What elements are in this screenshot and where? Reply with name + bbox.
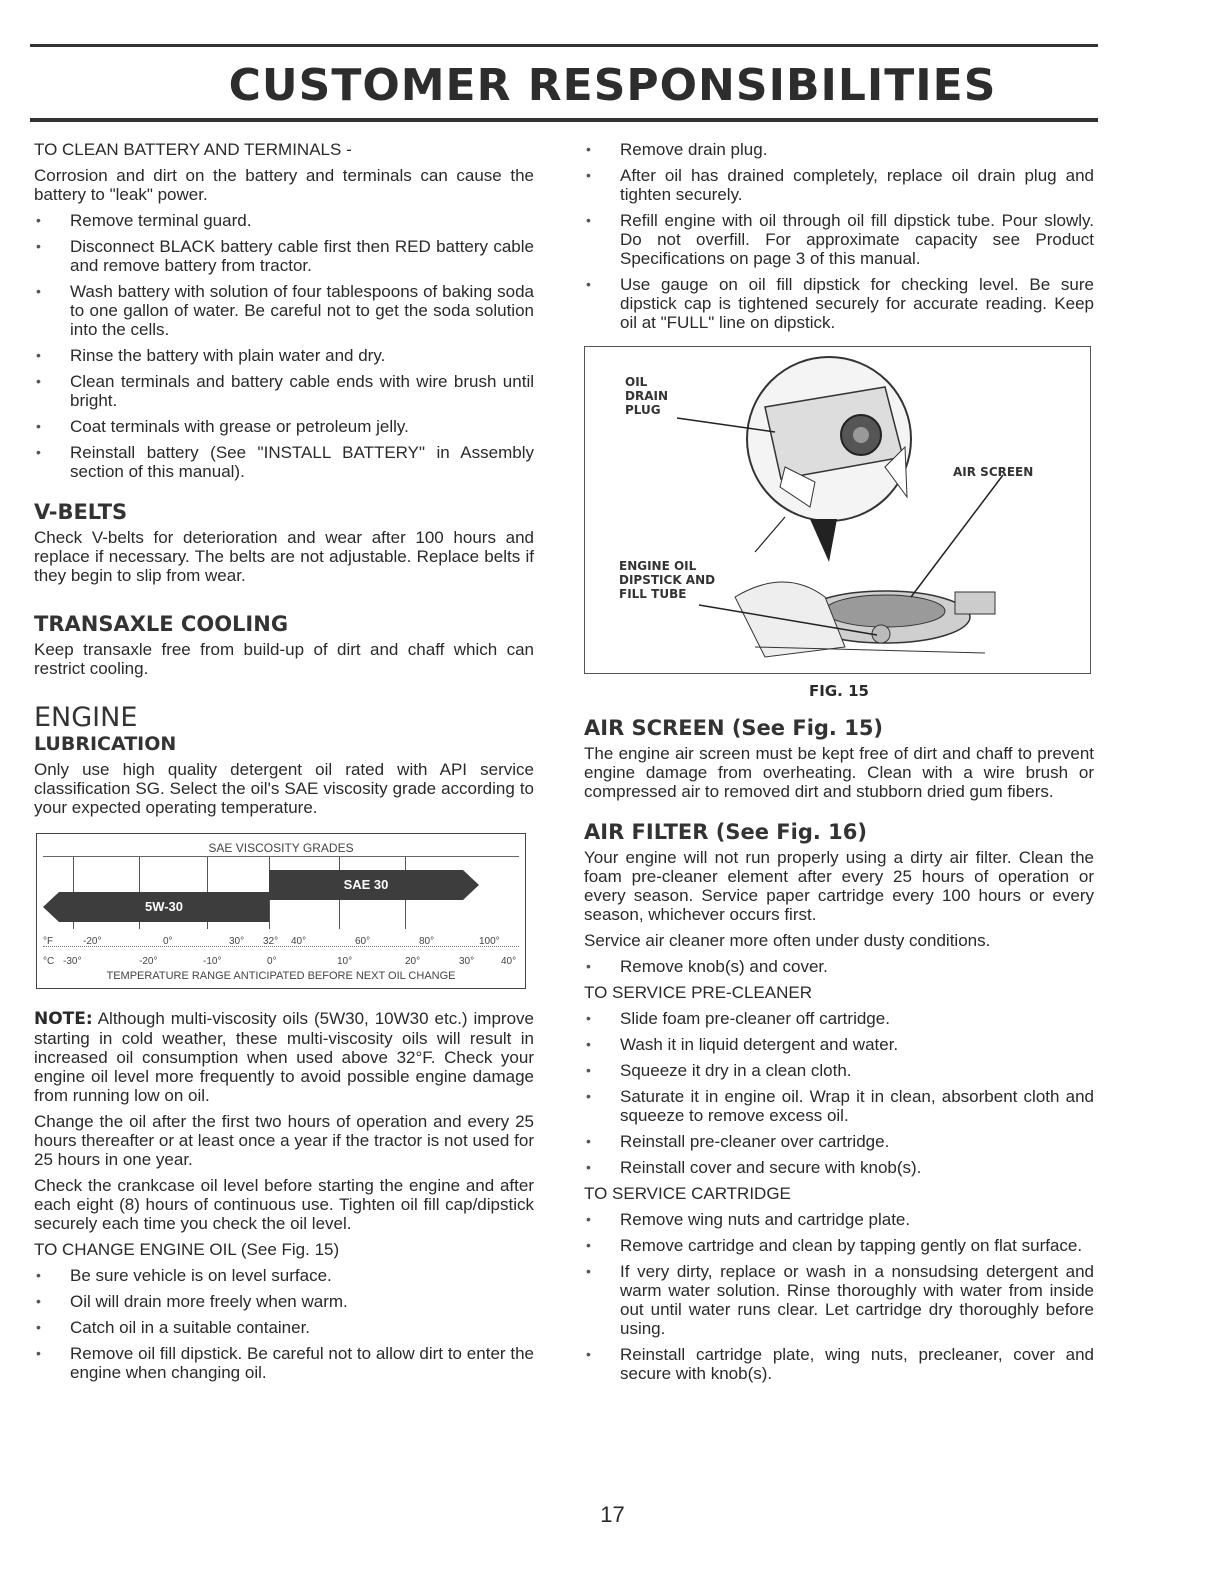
- precleaner-heading: TO SERVICE PRE-CLEANER: [584, 983, 812, 1002]
- list-item: • Oil will drain more freely when warm.: [34, 1292, 534, 1311]
- c-tick-label: 10°: [337, 956, 353, 967]
- f-tick-label: 0°: [163, 936, 173, 947]
- list-item: • Coat terminals with grease or petroleum jelly.: [34, 417, 534, 436]
- air-filter-heading: AIR FILTER (See Fig. 16): [584, 820, 867, 844]
- left-column: [34, 140, 534, 1389]
- list-item: • Clean terminals and battery cable ends with wire brush until bright.: [34, 372, 534, 410]
- grade-sae30-arrow: SAE 30: [269, 870, 463, 900]
- battery-heading: TO CLEAN BATTERY AND TERMINALS -: [34, 140, 352, 159]
- lubrication-text: Only use high quality detergent oil rated with API service classification SG. Select the oil's SAE viscosity grade according to your expected operating temperature.: [34, 760, 534, 817]
- list-item: • Reinstall cover and secure with knob(s).: [584, 1158, 1094, 1177]
- cartridge-heading: TO SERVICE CARTRIDGE: [584, 1184, 791, 1203]
- c-tick-label: 30°: [459, 956, 475, 967]
- air-screen-label: AIR SCREEN: [953, 465, 1034, 479]
- fahrenheit-scale: [43, 932, 519, 947]
- c-tick-label: 0°: [267, 956, 277, 967]
- viscosity-chart-footer: TEMPERATURE RANGE ANTICIPATED BEFORE NEXT OIL CHANGE: [106, 970, 456, 982]
- list-item: • Reinstall battery (See "INSTALL BATTERY" in Assembly section of this manual).: [34, 443, 534, 481]
- engine-heading: ENGINE: [34, 702, 138, 733]
- list-item: • Disconnect BLACK battery cable first then RED battery cable and remove battery from tractor.: [34, 237, 534, 275]
- f-tick-label: 30°: [229, 936, 245, 947]
- list-item: • Remove wing nuts and cartridge plate.: [584, 1210, 1094, 1229]
- list-item: • Slide foam pre-cleaner off cartridge.: [584, 1009, 1094, 1028]
- list-item: • Reinstall cartridge plate, wing nuts, precleaner, cover and secure with knob(s).: [584, 1345, 1094, 1383]
- air-filter-text: Your engine will not run properly using a dirty air filter. Clean the foam pre-cleaner element after every 25 hours of operation or every season. Service paper cartridge every 100 hours or every season, whichever occurs first.: [584, 848, 1094, 924]
- battery-steps: [34, 211, 534, 481]
- vbelts-text: Check V-belts for deterioration and wear after 100 hours and replace if necessary. The belts are not adjustable. Replace belts if they begin to slip from wear.: [34, 528, 534, 585]
- right-column: [584, 140, 1094, 1390]
- list-item: • Remove drain plug.: [584, 140, 1094, 159]
- list-item: • Use gauge on oil fill dipstick for checking level. Be sure dipstick cap is tightened securely for accurate reading. Keep oil at "FULL" line on dipstick.: [584, 275, 1094, 332]
- f-tick-label: 100°: [479, 936, 500, 947]
- f-tick-label: 40°: [291, 936, 307, 947]
- list-item: • Be sure vehicle is on level surface.: [34, 1266, 534, 1285]
- list-item: • After oil has drained completely, replace oil drain plug and tighten securely.: [584, 166, 1094, 204]
- list-item: • Refill engine with oil through oil fill dipstick tube. Pour slowly. Do not overfill. For approximate capacity see Product Specifications on page 3 of this manual.: [584, 211, 1094, 268]
- c-tick-label: 20°: [405, 956, 421, 967]
- celsius-unit: °C: [43, 956, 55, 967]
- list-item: • Squeeze it dry in a clean cloth.: [584, 1061, 1094, 1080]
- viscosity-chart-title: SAE VISCOSITY GRADES: [208, 841, 354, 855]
- title-underline: [30, 118, 1098, 122]
- note-label: NOTE:: [34, 1009, 93, 1029]
- list-item: • If very dirty, replace or wash in a nonsudsing detergent and warm water solution. Rinse thoroughly with water from inside out until water runs clear. Let cartridge dry thoroughly before using.: [584, 1262, 1094, 1338]
- transaxle-text: Keep transaxle free from build-up of dirt and chaff which can restrict cooling.: [34, 640, 534, 678]
- change-oil-steps: [34, 1266, 534, 1382]
- list-item: • Remove terminal guard.: [34, 211, 534, 230]
- list-item: • Saturate it in engine oil. Wrap it in clean, absorbent cloth and squeeze to remove excess oil.: [584, 1087, 1094, 1125]
- dipstick-label: ENGINE OIL DIPSTICK AND FILL TUBE: [619, 559, 716, 601]
- f-tick-label: 80°: [419, 936, 435, 947]
- c-tick-label: 40°: [501, 956, 517, 967]
- oil-drain-plug-label: OIL DRAIN PLUG: [625, 375, 668, 417]
- page-title: CUSTOMER RESPONSIBILITIES: [228, 60, 997, 111]
- oil-check-text: Check the crankcase oil level before starting the engine and after each eight (8) hours of continuous use. Tighten oil fill cap/dipstick securely each time you check the oil level.: [34, 1176, 534, 1233]
- page-number: 17: [600, 1502, 625, 1527]
- list-item: • Remove oil fill dipstick. Be careful not to allow dirt to enter the engine when changing oil.: [34, 1344, 534, 1382]
- list-item: • Remove knob(s) and cover.: [584, 957, 1094, 976]
- list-item: • Rinse the battery with plain water and dry.: [34, 346, 534, 365]
- list-item: • Catch oil in a suitable container.: [34, 1318, 534, 1337]
- list-item: • Remove cartridge and clean by tapping gently on flat surface.: [584, 1236, 1094, 1255]
- f-tick-label: 60°: [355, 936, 371, 947]
- change-oil-heading: TO CHANGE ENGINE OIL (See Fig. 15): [34, 1240, 340, 1259]
- change-oil-steps-continued: [584, 140, 1094, 332]
- f-tick-label: -20°: [83, 936, 102, 947]
- cartridge-steps: [584, 1210, 1094, 1383]
- air-filter-steps: [584, 957, 1094, 976]
- c-tick-label: -10°: [203, 956, 222, 967]
- vbelts-heading: V-BELTS: [34, 500, 128, 524]
- air-filter-dusty-note: Service air cleaner more often under dusty conditions.: [584, 931, 991, 950]
- celsius-scale: [43, 952, 519, 966]
- figure-15: [584, 346, 1091, 674]
- lubrication-heading: LUBRICATION: [34, 733, 177, 755]
- precleaner-steps: [584, 1009, 1094, 1177]
- transaxle-heading: TRANSAXLE COOLING: [34, 612, 289, 636]
- list-item: • Wash it in liquid detergent and water.: [584, 1035, 1094, 1054]
- oil-change-text: Change the oil after the first two hours of operation and every 25 hours thereafter or at least once a year if the tractor is not used for 25 hours in one year.: [34, 1112, 534, 1169]
- air-screen-text: The engine air screen must be kept free of dirt and chaff to prevent engine damage from overheating. Clean with a wire brush or compressed air to removed dirt and stubborn dried gum fibers.: [584, 744, 1094, 801]
- c-tick-label: -20°: [139, 956, 158, 967]
- fahrenheit-unit: °F: [43, 936, 54, 947]
- battery-intro: Corrosion and dirt on the battery and terminals can cause the battery to "leak" power.: [34, 166, 534, 204]
- f-tick-label: 32°: [263, 936, 279, 947]
- c-tick-label: -30°: [63, 956, 82, 967]
- grade-5w30-arrow: 5W-30: [59, 892, 269, 922]
- list-item: • Reinstall pre-cleaner over cartridge.: [584, 1132, 1094, 1151]
- oil-note: [34, 1009, 534, 1105]
- air-screen-heading: AIR SCREEN (See Fig. 15): [584, 716, 884, 740]
- figure-caption: FIG. 15: [809, 682, 869, 700]
- top-rule: [30, 44, 1098, 47]
- viscosity-chart: [36, 833, 526, 989]
- list-item: • Wash battery with solution of four tablespoons of baking soda to one gallon of water. Be careful not to get the soda solution into the cells.: [34, 282, 534, 339]
- note-text: Although multi-viscosity oils (5W30, 10W30 etc.) improve starting in cold weather, these multi-viscosity oils will result in increased oil consumption when used above 32°F. Check your engine oil level more frequently to avoid possible engine damage from running low on oil.: [34, 1009, 534, 1105]
